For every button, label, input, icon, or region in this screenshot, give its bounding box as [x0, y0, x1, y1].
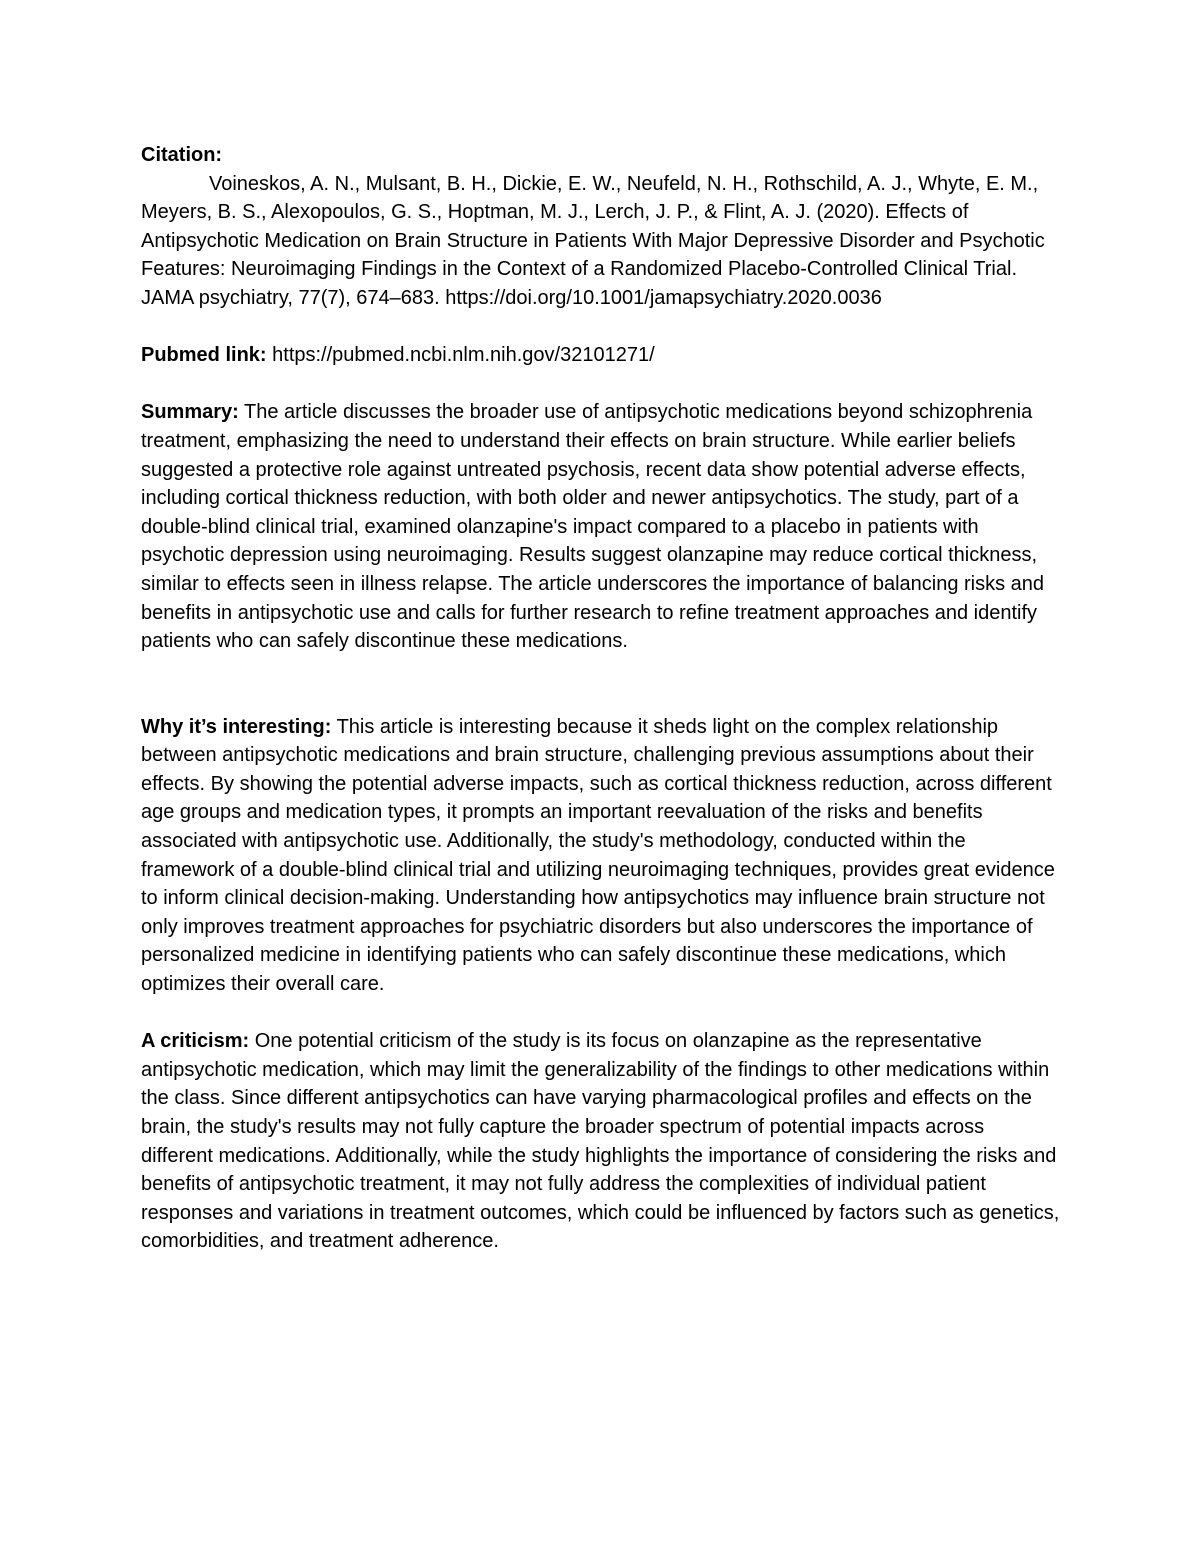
citation-text: Voineskos, A. N., Mulsant, B. H., Dickie, E. W., Neufeld, N. H., Rothschild, A. J., Whyte, E. M., Meyers, B. S., Alexopoulos, G. S., Hoptman, M. J., Lerch, J. P., & Flint, A. J. (2020). Effects of Antipsychotic Medication on Brain Structure in Patients With Major Depressive Disorder and Psychotic Features: Neuroimaging Findings in the Context of a Randomized Placebo-Controlled Clinical Trial. JAMA psychiatry, 77(7), 674–683. https://doi.org/10.1001/jamapsychiatry.2020.0036: [141, 172, 1045, 309]
interesting-label: Why it’s interesting:: [141, 715, 332, 738]
criticism-text: One potential criticism of the study is its focus on olanzapine as the representative antipsychotic medication, which may limit the generalizability of the findings to other medications within the class. Since different antipsychotics can have varying pharmacological profiles and effects on the brain, the study's results may not fully capture the broader spectrum of potential impacts across different medications. Additionally, while the study highlights the importance of considering the risks and benefits of antipsychotic treatment, it may not fully address the complexities of individual patient responses and variations in treatment outcomes, which could be influenced by factors such as genetics, comorbidities, and treatment adherence.: [141, 1030, 1060, 1253]
citation-heading: [141, 141, 1061, 170]
document-content: [141, 141, 1061, 1256]
spacer: [141, 656, 1061, 713]
interesting-text: This article is interesting because it sheds light on the complex relationship between antipsychotic medications and brain structure, challenging previous assumptions about their effects. By showing the potential adverse impacts, such as cortical thickness reduction, across different age groups and medication types, it prompts an important reevaluation of the risks and benefits associated with antipsychotic use. Additionally, the study's methodology, conducted within the framework of a double-blind clinical trial and utilizing neuroimaging techniques, provides great evidence to inform clinical decision-making. Understanding how antipsychotics may influence brain structure not only improves treatment approaches for psychiatric disorders but also underscores the importance of personalized medicine in identifying patients who can safely discontinue these medications, which optimizes their overall care.: [141, 715, 1055, 996]
criticism-label: A criticism:: [141, 1030, 250, 1053]
pubmed-label: Pubmed link:: [141, 344, 267, 367]
pubmed-paragraph: [141, 341, 1061, 370]
summary-text: The article discusses the broader use of antipsychotic medications beyond schizophrenia treatment, emphasizing the need to understand their effects on brain structure. While earlier beliefs suggested a protective role against untreated psychosis, recent data show potential adverse effects, including cortical thickness reduction, with both older and newer antipsychotics. The study, part of a double-blind clinical trial, examined olanzapine's impact compared to a placebo in patients with psychotic depression using neuroimaging. Results suggest olanzapine may reduce cortical thickness, similar to effects seen in illness relapse. The article underscores the importance of balancing risks and benefits in antipsychotic use and calls for further research to refine treatment approaches and identify patients who can safely discontinue these medications.: [141, 401, 1045, 653]
summary-paragraph: [141, 398, 1061, 655]
criticism-paragraph: [141, 1027, 1061, 1256]
spacer: [141, 370, 1061, 399]
citation-label: Citation:: [141, 144, 223, 166]
spacer: [141, 999, 1061, 1028]
interesting-paragraph: [141, 713, 1061, 999]
summary-label: Summary:: [141, 401, 239, 424]
pubmed-link[interactable]: https://pubmed.ncbi.nlm.nih.gov/32101271/: [272, 344, 655, 367]
spacer: [141, 313, 1061, 342]
